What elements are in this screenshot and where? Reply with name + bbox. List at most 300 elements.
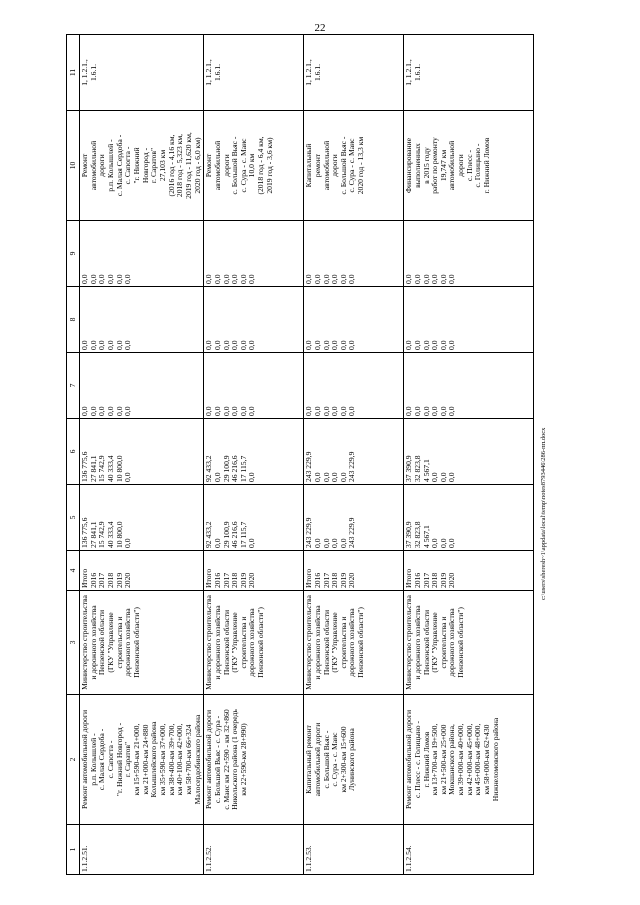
activity-name-line: Капитальный ремонт bbox=[304, 725, 314, 794]
executor-line: Пензенской области bbox=[321, 609, 331, 676]
amount-total-line: 40 333,4 bbox=[105, 521, 115, 548]
amount-other bbox=[204, 221, 304, 287]
amount-total-line: 0,0 bbox=[330, 538, 340, 548]
amount-regional-line: 0,0 bbox=[312, 472, 322, 482]
amount-regional-line: 243 229,9 bbox=[304, 451, 314, 482]
amount-municipal-line: 0,0 bbox=[247, 340, 257, 350]
indicator-link-line: 1, 1.2.1., bbox=[80, 59, 89, 86]
executor-line: дорожного хозяйства bbox=[447, 608, 457, 677]
expected-result bbox=[80, 111, 204, 221]
amount-federal bbox=[404, 353, 534, 419]
amount-regional-line: 243 229,9 bbox=[347, 451, 357, 482]
amount-total-line: 0,0 bbox=[430, 538, 440, 548]
activity-name-line: с. Маис км 22+590 - км 32+860 bbox=[221, 709, 231, 810]
executor-line: строительства и bbox=[338, 616, 348, 669]
amount-federal-line: 0,0 bbox=[321, 406, 331, 416]
amount-municipal-line: 0,0 bbox=[88, 340, 98, 350]
table-body bbox=[80, 35, 534, 875]
years-line: Итого bbox=[404, 568, 414, 588]
activity-name-line: км 35+590-км 37+000, bbox=[157, 723, 167, 796]
amount-total-line: 243 229,9 bbox=[304, 517, 314, 548]
expected-result-line: 2019 год - 11,620 км, bbox=[183, 132, 193, 199]
activity-name bbox=[204, 695, 304, 825]
years bbox=[304, 551, 404, 591]
amount-municipal-line: 0,0 bbox=[404, 340, 414, 350]
amount-municipal-line: 0,0 bbox=[105, 340, 115, 350]
column-header: 8 bbox=[67, 287, 80, 353]
amount-total-line: 10 800,0 bbox=[114, 521, 124, 548]
years-line: 2019 bbox=[438, 572, 448, 588]
activity-name-line: Ремонт автомобильной дороги bbox=[204, 709, 214, 810]
amount-federal-line: 0,0 bbox=[347, 406, 357, 416]
amount-federal-line: 0,0 bbox=[404, 406, 414, 416]
amount-other-line: 0,0 bbox=[404, 274, 414, 284]
amount-other-line: 0,0 bbox=[421, 274, 431, 284]
executor-line: дорожного хозяйства bbox=[347, 608, 357, 677]
amount-municipal-line: 0,0 bbox=[321, 340, 331, 350]
years-line: 2020 bbox=[447, 572, 457, 588]
activity-name-line: Мокшанского района, bbox=[447, 724, 457, 795]
executor-line: Пензенской области bbox=[221, 609, 231, 676]
amount-federal-line: 0,0 bbox=[438, 406, 448, 416]
amount-other-line: 0,0 bbox=[238, 274, 248, 284]
expected-result-line: Ремонт bbox=[80, 153, 89, 178]
amount-municipal bbox=[304, 287, 404, 353]
years-line: 2020 bbox=[247, 572, 257, 588]
amount-federal-line: 0,0 bbox=[238, 406, 248, 416]
amount-other bbox=[80, 221, 204, 287]
amount-federal-line: 0,0 bbox=[430, 406, 440, 416]
expected-result bbox=[204, 111, 304, 221]
expected-result-line: 2020 год - 6,0 км) bbox=[192, 137, 202, 194]
expected-result-line: работ по ремонту bbox=[430, 137, 440, 194]
indicator-link-line: 1, 1.2.1., bbox=[204, 59, 214, 86]
column-header: 9 bbox=[67, 221, 80, 287]
years-line: 2016 bbox=[312, 572, 322, 588]
amount-total-line: 0,0 bbox=[312, 538, 322, 548]
expected-result-line: с. Большой Вьяс - bbox=[338, 136, 348, 195]
amount-regional-line: 27 841,1 bbox=[88, 455, 98, 482]
expected-result-line: г. Нижний Ломов bbox=[482, 137, 492, 194]
row-id: 1.1.2.52. bbox=[204, 825, 304, 875]
table-row bbox=[404, 35, 534, 875]
expected-result-line: дороги bbox=[221, 154, 231, 177]
activity-name bbox=[304, 695, 404, 825]
expected-result-line: 2020 год - 13,3 км bbox=[356, 136, 366, 195]
amount-total-line: 4 567,1 bbox=[421, 525, 431, 548]
activity-name-line: км 2+300-км 15+600 bbox=[338, 726, 348, 793]
expected-result-line: с. Плесс - bbox=[464, 149, 474, 182]
amount-regional-line: 0,0 bbox=[247, 472, 257, 482]
activity-name-line: км 22+590-км 28+990) bbox=[238, 723, 248, 796]
amount-total-line: 243 229,9 bbox=[347, 517, 357, 548]
years bbox=[80, 551, 204, 591]
page-number: 22 bbox=[314, 22, 326, 34]
amount-federal-line: 0,0 bbox=[338, 406, 348, 416]
years-line: 2016 bbox=[88, 572, 98, 588]
amount-other-line: 0,0 bbox=[338, 274, 348, 284]
activity-name-line: Нижнеломовского района bbox=[490, 717, 500, 802]
activity-name-line: Колышлейского района bbox=[149, 721, 159, 798]
activity-name-line: км 13+700-км 19+500, bbox=[430, 723, 440, 796]
table-row bbox=[80, 35, 204, 875]
expected-result-line: с. Большой Вьяс - bbox=[230, 136, 240, 195]
amount-regional-line: 15 742,9 bbox=[97, 455, 107, 482]
amount-federal-line: 0,0 bbox=[304, 406, 314, 416]
expected-result-line: 2018 год - 5,323 км, bbox=[175, 133, 185, 198]
amount-other-line: 0,0 bbox=[347, 274, 357, 284]
amount-regional-line: 46 216,6 bbox=[230, 455, 240, 482]
expected-result-line: дороги bbox=[97, 154, 107, 177]
activity-name-line: г. Нижний Ломов bbox=[421, 731, 431, 788]
column-header: 1 bbox=[67, 825, 80, 875]
years-line: 2018 bbox=[430, 572, 440, 588]
expected-result-line: с. Голицыно - bbox=[473, 143, 483, 188]
executor-line: дорожного хозяйства bbox=[123, 608, 133, 677]
amount-other-line: 0,0 bbox=[212, 274, 222, 284]
amount-other-line: 0,0 bbox=[123, 274, 133, 284]
expected-result-line: р.п. Колышлей - bbox=[105, 139, 115, 192]
amount-municipal-line: 0,0 bbox=[204, 340, 214, 350]
amount-federal-line: 0,0 bbox=[221, 406, 231, 416]
years-line: Итого bbox=[204, 568, 214, 588]
table-row bbox=[204, 35, 304, 875]
amount-other-line: 0,0 bbox=[204, 274, 214, 284]
amount-federal-line: 0,0 bbox=[212, 406, 222, 416]
expected-result-line: 27,103 км bbox=[157, 149, 167, 182]
amount-municipal bbox=[404, 287, 534, 353]
amount-other-line: 0,0 bbox=[321, 274, 331, 284]
column-header: 6 bbox=[67, 419, 80, 485]
expected-result-line: с. Сапогта - bbox=[123, 146, 133, 185]
amount-municipal-line: 0,0 bbox=[347, 340, 357, 350]
amount-municipal-line: 0,0 bbox=[447, 340, 457, 350]
amount-municipal-line: 0,0 bbox=[421, 340, 431, 350]
expected-result-line: автомобильной bbox=[88, 140, 98, 191]
amount-regional-line: 37 390,9 bbox=[404, 455, 414, 482]
amount-municipal-line: 0,0 bbox=[114, 340, 124, 350]
amount-municipal bbox=[80, 287, 204, 353]
amount-total-line: 0,0 bbox=[321, 538, 331, 548]
years-line: 2018 bbox=[105, 572, 115, 588]
amount-federal-line: 0,0 bbox=[330, 406, 340, 416]
years-line: 2017 bbox=[321, 572, 331, 588]
indicator-link-line: 1, 1.2.1., bbox=[404, 59, 414, 86]
expected-result-line: г. Саратов" bbox=[149, 147, 159, 184]
years-line: 2017 bbox=[421, 572, 431, 588]
activity-name-line: с. Сапогта - bbox=[105, 740, 115, 779]
column-header: 2 bbox=[67, 695, 80, 825]
expected-result bbox=[404, 111, 534, 221]
amount-municipal-line: 0,0 bbox=[123, 340, 133, 350]
amount-municipal-line: 0,0 bbox=[230, 340, 240, 350]
column-header: 11 bbox=[67, 35, 80, 111]
expected-result-line: "г. Нижний bbox=[131, 147, 141, 184]
indicator-link bbox=[204, 35, 304, 111]
expected-result-line: автомобильной bbox=[321, 140, 331, 191]
amount-total-line: 92 433,2 bbox=[204, 521, 214, 548]
executor bbox=[304, 591, 404, 695]
executor-line: Министерство строительства bbox=[80, 595, 89, 690]
amount-total bbox=[204, 485, 304, 551]
amount-regional bbox=[80, 419, 204, 485]
indicator-link bbox=[304, 35, 404, 111]
activity-name-line: с. Малая Сердоба - bbox=[97, 728, 107, 791]
executor-line: строительства и bbox=[438, 616, 448, 669]
row-id: 1.1.2.54. bbox=[404, 825, 534, 875]
executor-line: Министерство строительства bbox=[204, 595, 214, 690]
years-line: 2019 bbox=[338, 572, 348, 588]
column-number-row bbox=[67, 35, 80, 875]
activity-name-line: Ремонт автомобильной дороги bbox=[80, 709, 89, 810]
amount-regional-line: 0,0 bbox=[123, 472, 133, 482]
executor-line: Пензенской области") bbox=[256, 607, 266, 678]
amount-regional-line: 0,0 bbox=[321, 472, 331, 482]
column-header: 5 bbox=[67, 485, 80, 551]
expected-result-line: 19,747 км bbox=[438, 149, 448, 182]
amount-regional bbox=[404, 419, 534, 485]
amount-regional-line: 0,0 bbox=[430, 472, 440, 482]
amount-total-line: 0,0 bbox=[212, 538, 222, 548]
amount-municipal-line: 0,0 bbox=[304, 340, 314, 350]
activity-name-line: с. Плесс - с. Голицыно - bbox=[412, 721, 422, 798]
activity-name-line: км 21+000-км 24+880 bbox=[140, 724, 150, 795]
column-header: 10 bbox=[67, 111, 80, 221]
executor-line: (ГКУ "Управление bbox=[430, 612, 440, 673]
row-id: 1.1.2.51. bbox=[80, 825, 204, 875]
amount-total-line: 27 841,1 bbox=[88, 521, 98, 548]
amount-regional-line: 0,0 bbox=[338, 472, 348, 482]
amount-municipal-line: 0,0 bbox=[221, 340, 231, 350]
amount-federal-line: 0,0 bbox=[421, 406, 431, 416]
amount-federal-line: 0,0 bbox=[312, 406, 322, 416]
executor-line: и дорожного хозяйства bbox=[412, 605, 422, 680]
executor-line: строительства и bbox=[238, 616, 248, 669]
amount-federal-line: 0,0 bbox=[88, 406, 98, 416]
amount-other bbox=[404, 221, 534, 287]
amount-regional-line: 0,0 bbox=[212, 472, 222, 482]
amount-other-line: 0,0 bbox=[412, 274, 422, 284]
amount-federal-line: 0,0 bbox=[80, 406, 89, 416]
activity-name-line: км 15+590-км 21+000, bbox=[131, 723, 141, 796]
amount-federal bbox=[304, 353, 404, 419]
amount-federal-line: 0,0 bbox=[412, 406, 422, 416]
amount-other-line: 0,0 bbox=[221, 274, 231, 284]
amount-regional-line: 40 333,4 bbox=[105, 455, 115, 482]
executor-line: Пензенской области") bbox=[131, 607, 141, 678]
amount-federal-line: 0,0 bbox=[123, 406, 133, 416]
years-line: 2020 bbox=[123, 572, 133, 588]
amount-other-line: 0,0 bbox=[312, 274, 322, 284]
amount-total-line: 0,0 bbox=[338, 538, 348, 548]
amount-regional-line: 10 800,0 bbox=[114, 455, 124, 482]
expected-result-line: 10,0 км bbox=[247, 153, 257, 178]
activity-name bbox=[404, 695, 534, 825]
amount-other-line: 0,0 bbox=[105, 274, 115, 284]
amount-regional-line: 0,0 bbox=[438, 472, 448, 482]
amount-municipal-line: 0,0 bbox=[238, 340, 248, 350]
activity-name-line: км 38+400-км 39+700, bbox=[166, 723, 176, 796]
years-line: 2018 bbox=[330, 572, 340, 588]
amount-regional-line: 92 433,2 bbox=[204, 455, 214, 482]
years-line: Итого bbox=[304, 568, 314, 588]
amount-other-line: 0,0 bbox=[114, 274, 124, 284]
amount-total bbox=[304, 485, 404, 551]
executor-line: (ГКУ "Управление bbox=[105, 612, 115, 673]
activity-name-line: автомобильной дороги bbox=[312, 722, 322, 797]
amount-regional-line: 29 100,9 bbox=[221, 455, 231, 482]
activity-name-line: Малосердобинского района bbox=[192, 714, 202, 805]
amount-total-line: 0,0 bbox=[447, 538, 457, 548]
executor-line: Пензенской области bbox=[97, 609, 107, 676]
amount-federal bbox=[80, 353, 204, 419]
amount-total-line: 32 823,8 bbox=[412, 521, 422, 548]
amount-municipal-line: 0,0 bbox=[330, 340, 340, 350]
expected-result-line: дороги bbox=[330, 154, 340, 177]
column-header: 3 bbox=[67, 591, 80, 695]
amount-other bbox=[304, 221, 404, 287]
activity-name-line: км 45+000-км 48+000, bbox=[473, 723, 483, 796]
executor-line: дорожного хозяйства bbox=[247, 608, 257, 677]
executor-line: строительства и bbox=[114, 616, 124, 669]
expected-result-line: дороги bbox=[456, 154, 466, 177]
amount-municipal-line: 0,0 bbox=[438, 340, 448, 350]
amount-federal bbox=[204, 353, 304, 419]
activity-name-line: км 58+000-км 62+430 bbox=[482, 724, 492, 795]
expected-result-line: (2016 год - 4,16 км, bbox=[166, 134, 176, 197]
amount-regional-line: 0,0 bbox=[330, 472, 340, 482]
expected-result-line: автомобильной bbox=[447, 140, 457, 191]
expected-result-line: Финансирование bbox=[404, 138, 414, 193]
executor-line: Министерство строительства bbox=[304, 595, 314, 690]
activity-name-line: км 58+700-км 66+324 bbox=[183, 724, 193, 795]
years-line: 2020 bbox=[347, 572, 357, 588]
rotated-table-wrapper bbox=[66, 35, 616, 875]
executor-line: Министерство строительства bbox=[404, 595, 414, 690]
expected-result-line: (2018 год - 6,4 км, bbox=[256, 136, 266, 195]
activity-name-line: Ремонт автомобильной дороги bbox=[404, 709, 414, 810]
amount-total-line: 15 742,9 bbox=[97, 521, 107, 548]
expected-result-line: ремонт bbox=[312, 153, 322, 178]
amount-regional-line: 4 567,1 bbox=[421, 459, 431, 482]
amount-municipal-line: 0,0 bbox=[338, 340, 348, 350]
amount-other-line: 0,0 bbox=[247, 274, 257, 284]
column-header: 4 bbox=[67, 551, 80, 591]
amount-other-line: 0,0 bbox=[80, 274, 89, 284]
activity-name-line: км 39+000-км 40+000, bbox=[456, 723, 466, 796]
amount-federal-line: 0,0 bbox=[230, 406, 240, 416]
indicator-link-line: 1.6.1. bbox=[212, 63, 222, 82]
amount-municipal-line: 0,0 bbox=[312, 340, 322, 350]
expected-result-line: автомобильной bbox=[212, 140, 222, 191]
amount-total bbox=[80, 485, 204, 551]
amount-municipal-line: 0,0 bbox=[80, 340, 89, 350]
amount-federal-line: 0,0 bbox=[114, 406, 124, 416]
executor-line: (ГКУ "Управление bbox=[330, 612, 340, 673]
amount-other-line: 0,0 bbox=[330, 274, 340, 284]
activity-name-line: с. Большой Вьяс - с. Сура - bbox=[212, 715, 222, 804]
years-line: Итого bbox=[80, 568, 89, 588]
row-id: 1.1.2.53. bbox=[304, 825, 404, 875]
years-line: 2016 bbox=[212, 572, 222, 588]
amount-total-line: 17 115,7 bbox=[238, 521, 248, 548]
expected-result-line: с. Малая Сердоба - bbox=[114, 134, 124, 197]
years bbox=[404, 551, 534, 591]
years-line: 2017 bbox=[97, 572, 107, 588]
activity-name-line: км 40+100-км 42+000, bbox=[175, 723, 185, 796]
expected-result bbox=[304, 111, 404, 221]
expected-result-line: с. Сура - с. Маис bbox=[238, 138, 248, 193]
amount-federal-line: 0,0 bbox=[204, 406, 214, 416]
amount-federal-line: 0,0 bbox=[105, 406, 115, 416]
years-line: 2018 bbox=[230, 572, 240, 588]
indicator-link bbox=[404, 35, 534, 111]
activity-name-line: с. Большой Вьяс - bbox=[321, 730, 331, 789]
activity-name-line: с. Сура - с. Маис bbox=[330, 732, 340, 787]
executor-line: Пензенской области bbox=[421, 609, 431, 676]
amount-total-line: 37 390,9 bbox=[404, 521, 414, 548]
activity-name-line: км 21+500-км 25+000 bbox=[438, 724, 448, 795]
indicator-link-line: 1.6.1. bbox=[312, 63, 322, 82]
years-line: 2016 bbox=[412, 572, 422, 588]
column-header: 7 bbox=[67, 353, 80, 419]
amount-total bbox=[404, 485, 534, 551]
indicator-link-line: 1, 1.2.1., bbox=[304, 59, 314, 86]
amount-municipal bbox=[204, 287, 304, 353]
amount-regional-line: 17 115,7 bbox=[238, 455, 248, 482]
indicator-link-line: 1.6.1. bbox=[412, 63, 422, 82]
executor-line: Пензенской области") bbox=[356, 607, 366, 678]
amount-municipal-line: 0,0 bbox=[412, 340, 422, 350]
executor bbox=[80, 591, 204, 695]
activity-name-line: р.п. Колышлей - bbox=[88, 733, 98, 786]
amount-municipal-line: 0,0 bbox=[97, 340, 107, 350]
expected-result-line: Ремонт bbox=[204, 153, 214, 178]
activity-name-line: км 42+000-км 45+000, bbox=[464, 723, 474, 796]
expected-result-line: в 2015 году bbox=[421, 147, 431, 184]
amount-municipal-line: 0,0 bbox=[430, 340, 440, 350]
years bbox=[204, 551, 304, 591]
amount-federal-line: 0,0 bbox=[447, 406, 457, 416]
amount-regional bbox=[204, 419, 304, 485]
amount-other-line: 0,0 bbox=[88, 274, 98, 284]
expected-result-line: выполненных bbox=[412, 143, 422, 188]
amount-total-line: 0,0 bbox=[123, 538, 133, 548]
executor bbox=[404, 591, 534, 695]
table-row bbox=[304, 35, 404, 875]
amount-regional-line: 136 775,6 bbox=[80, 451, 89, 482]
executor-line: Пензенской области") bbox=[456, 607, 466, 678]
amount-federal-line: 0,0 bbox=[247, 406, 257, 416]
amount-regional-line: 0,0 bbox=[447, 472, 457, 482]
activity-name bbox=[80, 695, 204, 825]
years-line: 2017 bbox=[221, 572, 231, 588]
expected-result-line: Новгород - bbox=[140, 147, 150, 184]
amount-other-line: 0,0 bbox=[438, 274, 448, 284]
executor-line: и дорожного хозяйства bbox=[312, 605, 322, 680]
amount-other-line: 0,0 bbox=[97, 274, 107, 284]
program-activities-table bbox=[66, 34, 534, 875]
amount-other-line: 0,0 bbox=[430, 274, 440, 284]
amount-total-line: 46 216,6 bbox=[230, 521, 240, 548]
amount-total-line: 136 775,6 bbox=[80, 517, 89, 548]
activity-name-line: г. Саратов" bbox=[123, 741, 133, 778]
expected-result-line: с. Сура - с. Маис bbox=[347, 138, 357, 193]
amount-total-line: 0,0 bbox=[438, 538, 448, 548]
executor-line: и дорожного хозяйства bbox=[88, 605, 98, 680]
amount-regional-line: 32 823,8 bbox=[412, 455, 422, 482]
expected-result-line: 2019 год - 3,6 км) bbox=[264, 137, 274, 194]
